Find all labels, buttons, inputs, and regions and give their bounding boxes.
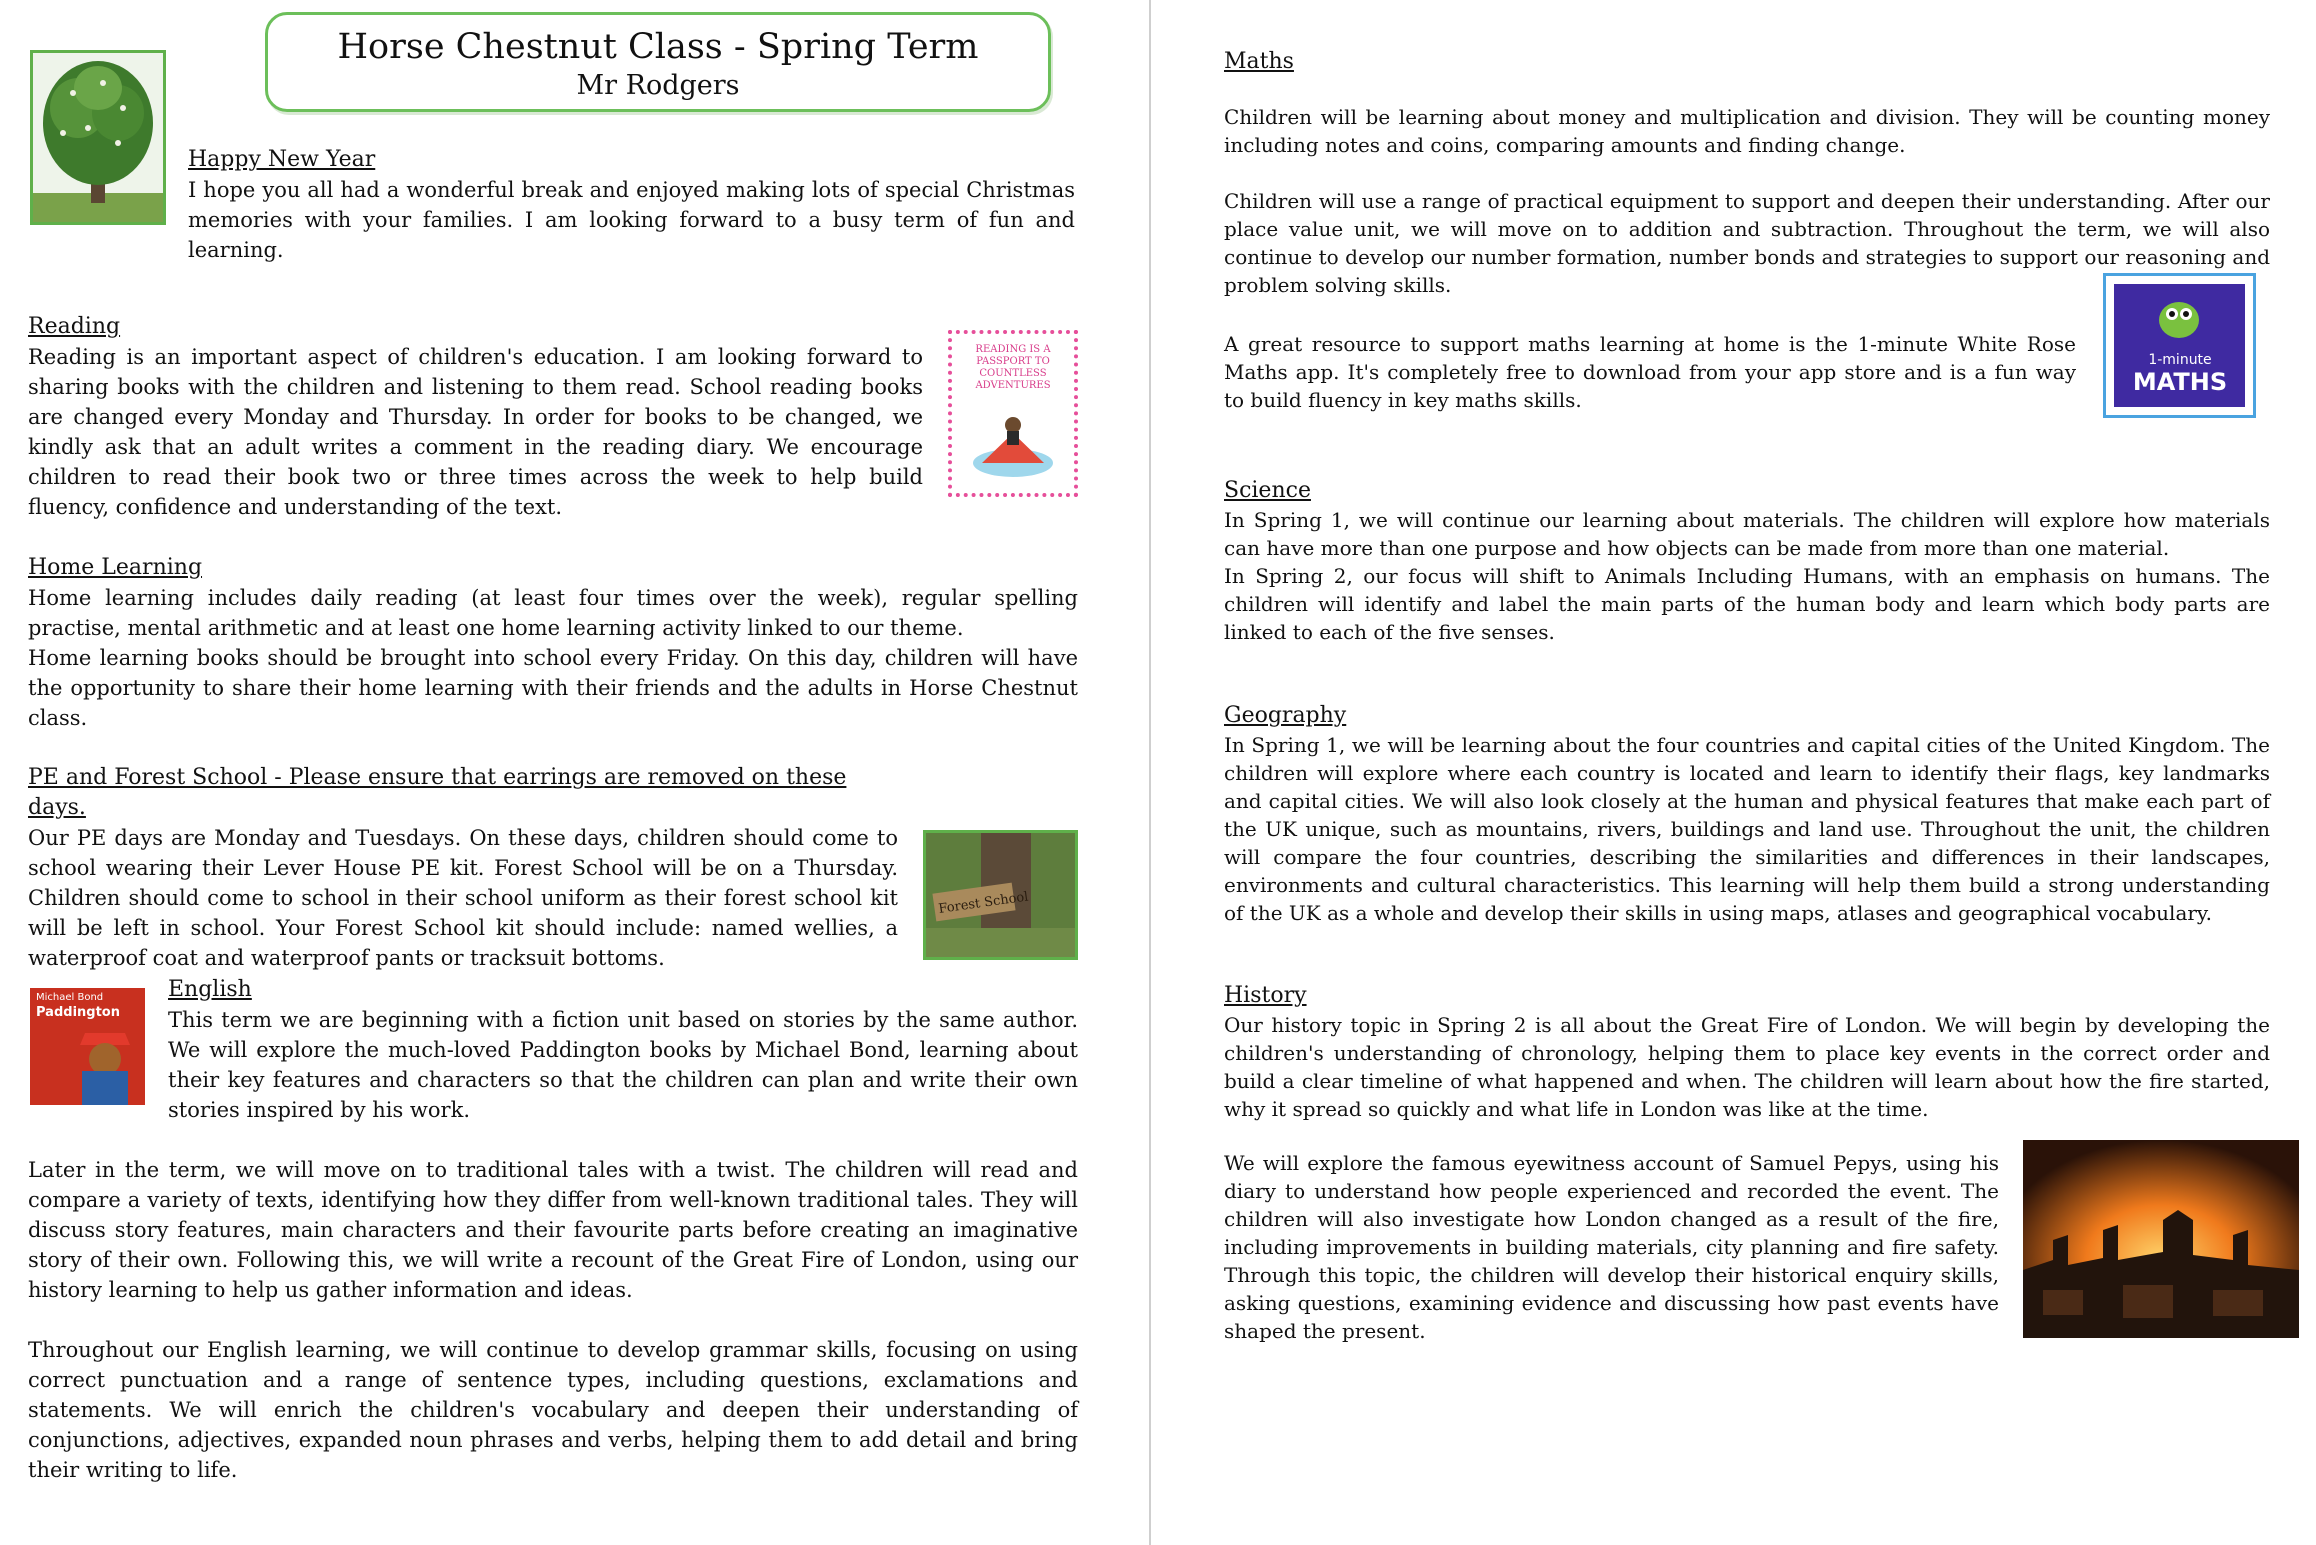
geography-heading: Geography bbox=[1224, 703, 1347, 728]
english-text-2: Later in the term, we will move on to traditional tales with a twist. The children will read and compare a variety of texts, identifying how they differ from well-known traditional tales. They will discuss story features, main characters and their favourite parts before creating an imaginative story of their own. Following this, we will write a recount of the Great Fire of London, using our history learning to help us gather information and ideas. bbox=[28, 1158, 1078, 1302]
maths-heading: Maths bbox=[1224, 49, 1294, 74]
great-fire-image bbox=[2023, 1140, 2299, 1338]
science-heading: Science bbox=[1224, 478, 1311, 503]
happy-new-year-section bbox=[188, 145, 1075, 265]
english-more-section bbox=[28, 1155, 1078, 1485]
home-learning-section bbox=[28, 553, 1078, 733]
horse-chestnut-tree-image bbox=[30, 50, 166, 225]
happy-new-year-text: I hope you all had a wonderful break and enjoyed making lots of special Christmas memories with your families. I am looking forward to a busy term of fun and learning. bbox=[188, 178, 1075, 262]
pe-section bbox=[28, 763, 898, 973]
forest-school-image bbox=[923, 830, 1078, 960]
home-learning-text-1: Home learning includes daily reading (at least four times over the week), regular spelling practise, mental arithmetic and at least one home learning activity linked to our theme. bbox=[28, 586, 1078, 640]
maths-text-1: Children will be learning about money and multiplication and division. They will be counting money including notes and coins, comparing amounts and finding change. bbox=[1224, 105, 2270, 157]
reading-text: Reading is an important aspect of children's education. I am looking forward to sharing books with the children and listening to them read. School reading books are changed every Monday and Thursday. In order for books to be changed, we kindly ask that an adult writes a comment in the reading diary. We encourage children to read their book two or three times across the week to help build fluency, confidence and understanding of the text. bbox=[28, 345, 923, 519]
pe-heading: PE and Forest School - Please ensure that earrings are removed on these days. bbox=[28, 765, 847, 820]
science-text-1: In Spring 1, we will continue our learning about materials. The children will explore how materials can have more than one purpose and how objects can be made from more than one material. bbox=[1224, 508, 2270, 560]
one-minute-maths-logo bbox=[2103, 273, 2256, 418]
history-text-2: We will explore the famous eyewitness account of Samuel Pepys, using his diary to understand how people experienced and recorded the event. The children will also investigate how London changed as a result of the fire, including improvements in building materials, city planning and fire safety. Through this topic, the children will develop their historical enquiry skills, asking questions, examining evidence and discussing how past events have shaped the present. bbox=[1224, 1151, 1999, 1343]
happy-new-year-heading: Happy New Year bbox=[188, 147, 376, 172]
page-title: Horse Chestnut Class - Spring Term bbox=[337, 27, 979, 67]
geography-text: In Spring 1, we will be learning about the four countries and capital cities of the United Kingdom. The children will explore where each country is located and learn to identify their flags, key landmarks and capital cities. We will also look closely at the human and physical features that make each part of the UK unique, such as mountains, rivers, buildings and land use. Throughout the unit, the children will compare the four countries, describing the similarities and differences in their landscapes, environments and cultural characteristics. This learning will help them build a strong understanding of the UK as a whole and develop their skills in using maps, atlases and geographical vocabulary. bbox=[1224, 733, 2270, 925]
title-box bbox=[265, 12, 1051, 112]
one-minute-maths-big: MATHS bbox=[2132, 368, 2228, 396]
pe-text: Our PE days are Monday and Tuesdays. On these days, children should come to school wearing their Lever House PE kit. Forest School will be on a Thursday. Children should come to school in their school uniform as their forest school kit will be left in school. Your Forest School kit should include: named wellies, a waterproof coat and waterproof pants or tracksuit bottoms. bbox=[28, 826, 898, 970]
maths-section bbox=[1224, 47, 2270, 159]
one-minute-maths-small: 1-minute bbox=[2148, 352, 2212, 368]
page-divider bbox=[1149, 0, 1151, 1545]
english-text-3: Throughout our English learning, we will continue to develop grammar skills, focusing on using correct punctuation and a range of sentence types, including questions, exclamations and statements. We will enrich the children's vocabulary and deepen their understanding of conjunctions, adjectives, expanded noun phrases and verbs, helping them to add detail and bring their writing to life. bbox=[28, 1338, 1078, 1482]
paddington-book-author: Michael Bond bbox=[36, 992, 104, 1003]
history-text-1: Our history topic in Spring 2 is all about the Great Fire of London. We will begin by developing the children's understanding of chronology, helping them to place key events in the correct order and build a clear timeline of what happened and when. The children will learn about how the fire started, why it spread so quickly and what life in London was like at the time. bbox=[1224, 1013, 2270, 1121]
paddington-book-image bbox=[30, 988, 145, 1105]
english-text-1: This term we are beginning with a fiction unit based on stories by the same author. We will explore the much-loved Paddington books by Michael Bond, learning about their key features and characters so that the children can plan and write their own stories inspired by his work. bbox=[168, 1008, 1078, 1122]
reading-passport-image bbox=[948, 330, 1078, 497]
maths-text-2: Children will use a range of practical equipment to support and deepen their understanding. After our place value unit, we will move on to addition and subtraction. Throughout the term, we will also continue to develop our number formation, number bonds and strategies to support our reasoning and problem solving skills. bbox=[1224, 189, 2270, 297]
history-pepys-section bbox=[1224, 1149, 1999, 1345]
forest-school-sign: Forest School bbox=[937, 889, 1030, 917]
home-learning-heading: Home Learning bbox=[28, 555, 203, 580]
teacher-name: Mr Rodgers bbox=[576, 70, 740, 101]
reading-heading: Reading bbox=[28, 314, 121, 339]
english-heading: English bbox=[168, 977, 252, 1002]
reading-section bbox=[28, 312, 923, 522]
history-heading: History bbox=[1224, 983, 1307, 1008]
paddington-book-title: Paddington bbox=[36, 1005, 120, 1020]
history-section bbox=[1224, 981, 2270, 1123]
english-section bbox=[168, 975, 1078, 1125]
science-text-2: In Spring 2, our focus will shift to Animals Including Humans, with an emphasis on humans. The children will identify and label the main parts of the human body and learn which body parts are linked to each of the five senses. bbox=[1224, 564, 2270, 644]
geography-section bbox=[1224, 701, 2270, 927]
home-learning-text-2: Home learning books should be brought into school every Friday. On this day, children will have the opportunity to share their home learning with their friends and the adults in Horse Chestnut class. bbox=[28, 646, 1078, 730]
maths-app-section bbox=[1224, 330, 2076, 414]
maths-text-3: A great resource to support maths learning at home is the 1-minute White Rose Maths app. It's completely free to download from your app store and is a fun way to build fluency in key maths skills. bbox=[1224, 332, 2076, 412]
science-section bbox=[1224, 476, 2270, 646]
reading-passport-caption: READING IS A PASSPORT TO COUNTLESS ADVENTURES bbox=[975, 344, 1051, 391]
